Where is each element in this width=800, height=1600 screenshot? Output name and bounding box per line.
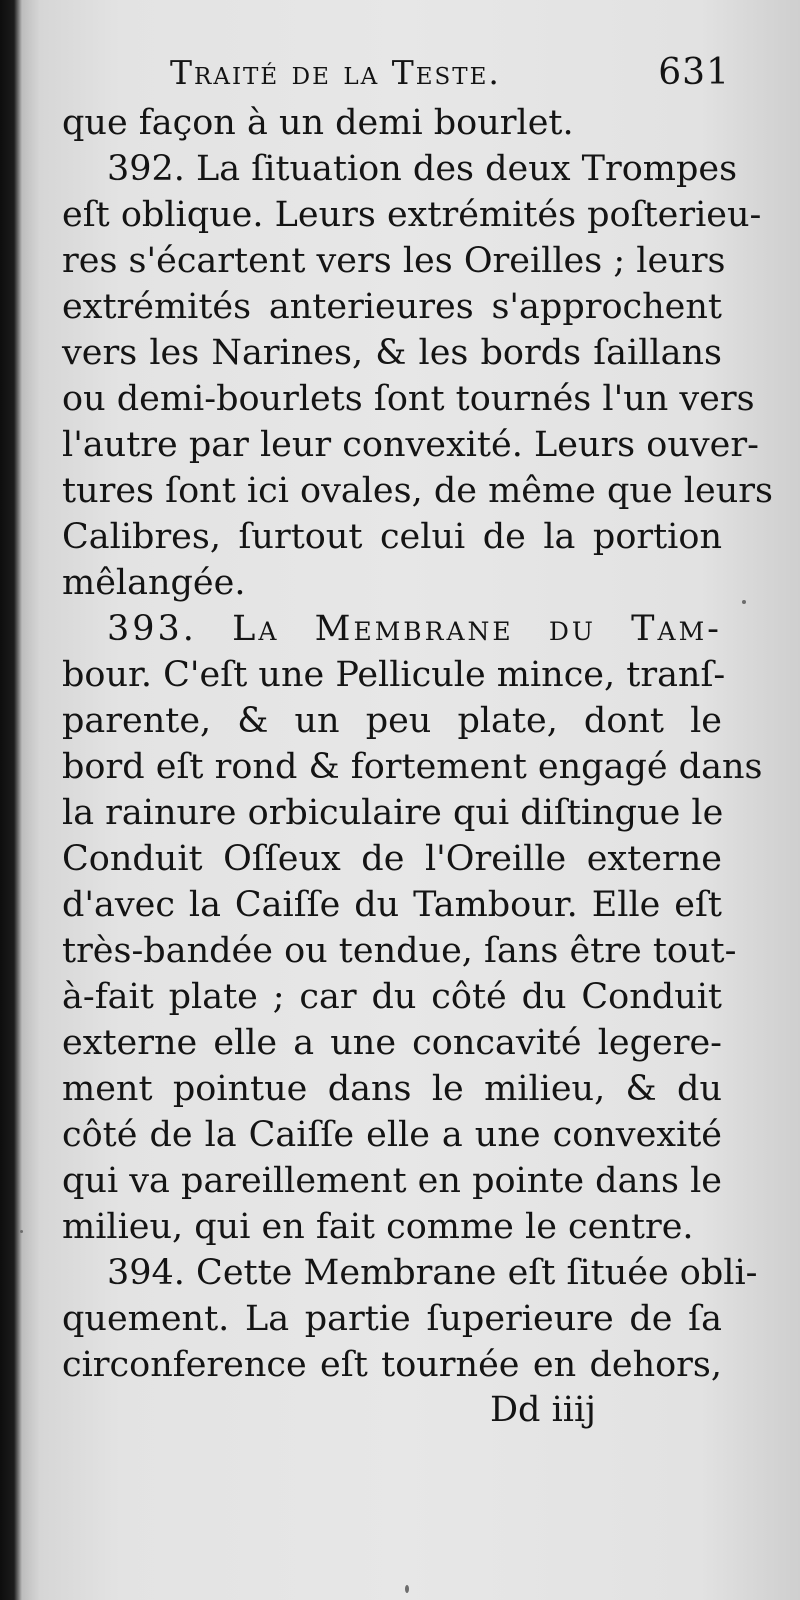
text-line: externe elle a une concavité legere- <box>62 1023 722 1063</box>
text-line: bour. C'eſt une Pellicule mince, tranſ- <box>62 655 726 695</box>
text-line: ou demi-bourlets ſont tournés l'un vers <box>62 379 755 419</box>
text-line: bord eſt rond & fortement engagé dans <box>62 747 763 787</box>
text-line: milieu, qui en fait comme le centre. <box>62 1207 694 1247</box>
text-line: quement. La partie ſuperieure de ſa <box>62 1299 722 1339</box>
text-line: 392. La ſituation des deux Trompes <box>107 149 738 189</box>
text-line: Conduit Oſſeux de l'Oreille externe <box>62 839 722 879</box>
text-line: la rainure orbiculaire qui diſtingue le <box>62 793 724 833</box>
page-number: 631 <box>658 52 730 93</box>
text-line: circonference eſt tournée en dehors, <box>62 1345 722 1385</box>
text-line: très-bandée ou tendue, ſans être tout- <box>62 931 737 971</box>
text-line: extrémités anterieures s'approchent <box>62 287 722 327</box>
paper-speck <box>20 1230 23 1233</box>
text-line: ment pointue dans le milieu, & du <box>62 1069 722 1109</box>
text-line: vers les Narines, & les bords ſaillans <box>62 333 722 373</box>
text-line: que façon à un demi bourlet. <box>62 103 574 143</box>
text-line: l'autre par leur convexité. Leurs ouver- <box>62 425 759 465</box>
text-line: parente, & un peu plate, dont le <box>62 701 722 741</box>
section-heading: 393. La Membrane du Tam- <box>107 609 722 649</box>
running-title: Traité de la Teste. <box>170 53 501 92</box>
text-line: mêlangée. <box>62 563 246 603</box>
text-line: qui va pareillement en pointe dans le <box>62 1161 722 1201</box>
text-line: côté de la Caiſſe elle a une convexité <box>62 1115 722 1155</box>
text-line: à-fait plate ; car du côté du Conduit <box>62 977 722 1017</box>
text-line: tures ſont ici ovales, de même que leurs <box>62 471 773 511</box>
text-line: eſt oblique. Leurs extrémités poſterieu- <box>62 195 762 235</box>
text-line: Calibres, ſurtout celui de la portion <box>62 517 722 557</box>
body-text <box>62 100 773 1388</box>
signature-mark: Dd iiij <box>490 1390 597 1430</box>
running-head <box>170 52 730 102</box>
paper-speck <box>405 1585 409 1593</box>
text-line: 394. Cette Membrane eſt ſituée obli- <box>107 1253 758 1293</box>
text-line: d'avec la Caiſſe du Tambour. Elle eſt <box>62 885 722 925</box>
paper-speck <box>742 600 746 604</box>
text-line: res s'écartent vers les Oreilles ; leurs <box>62 241 726 281</box>
